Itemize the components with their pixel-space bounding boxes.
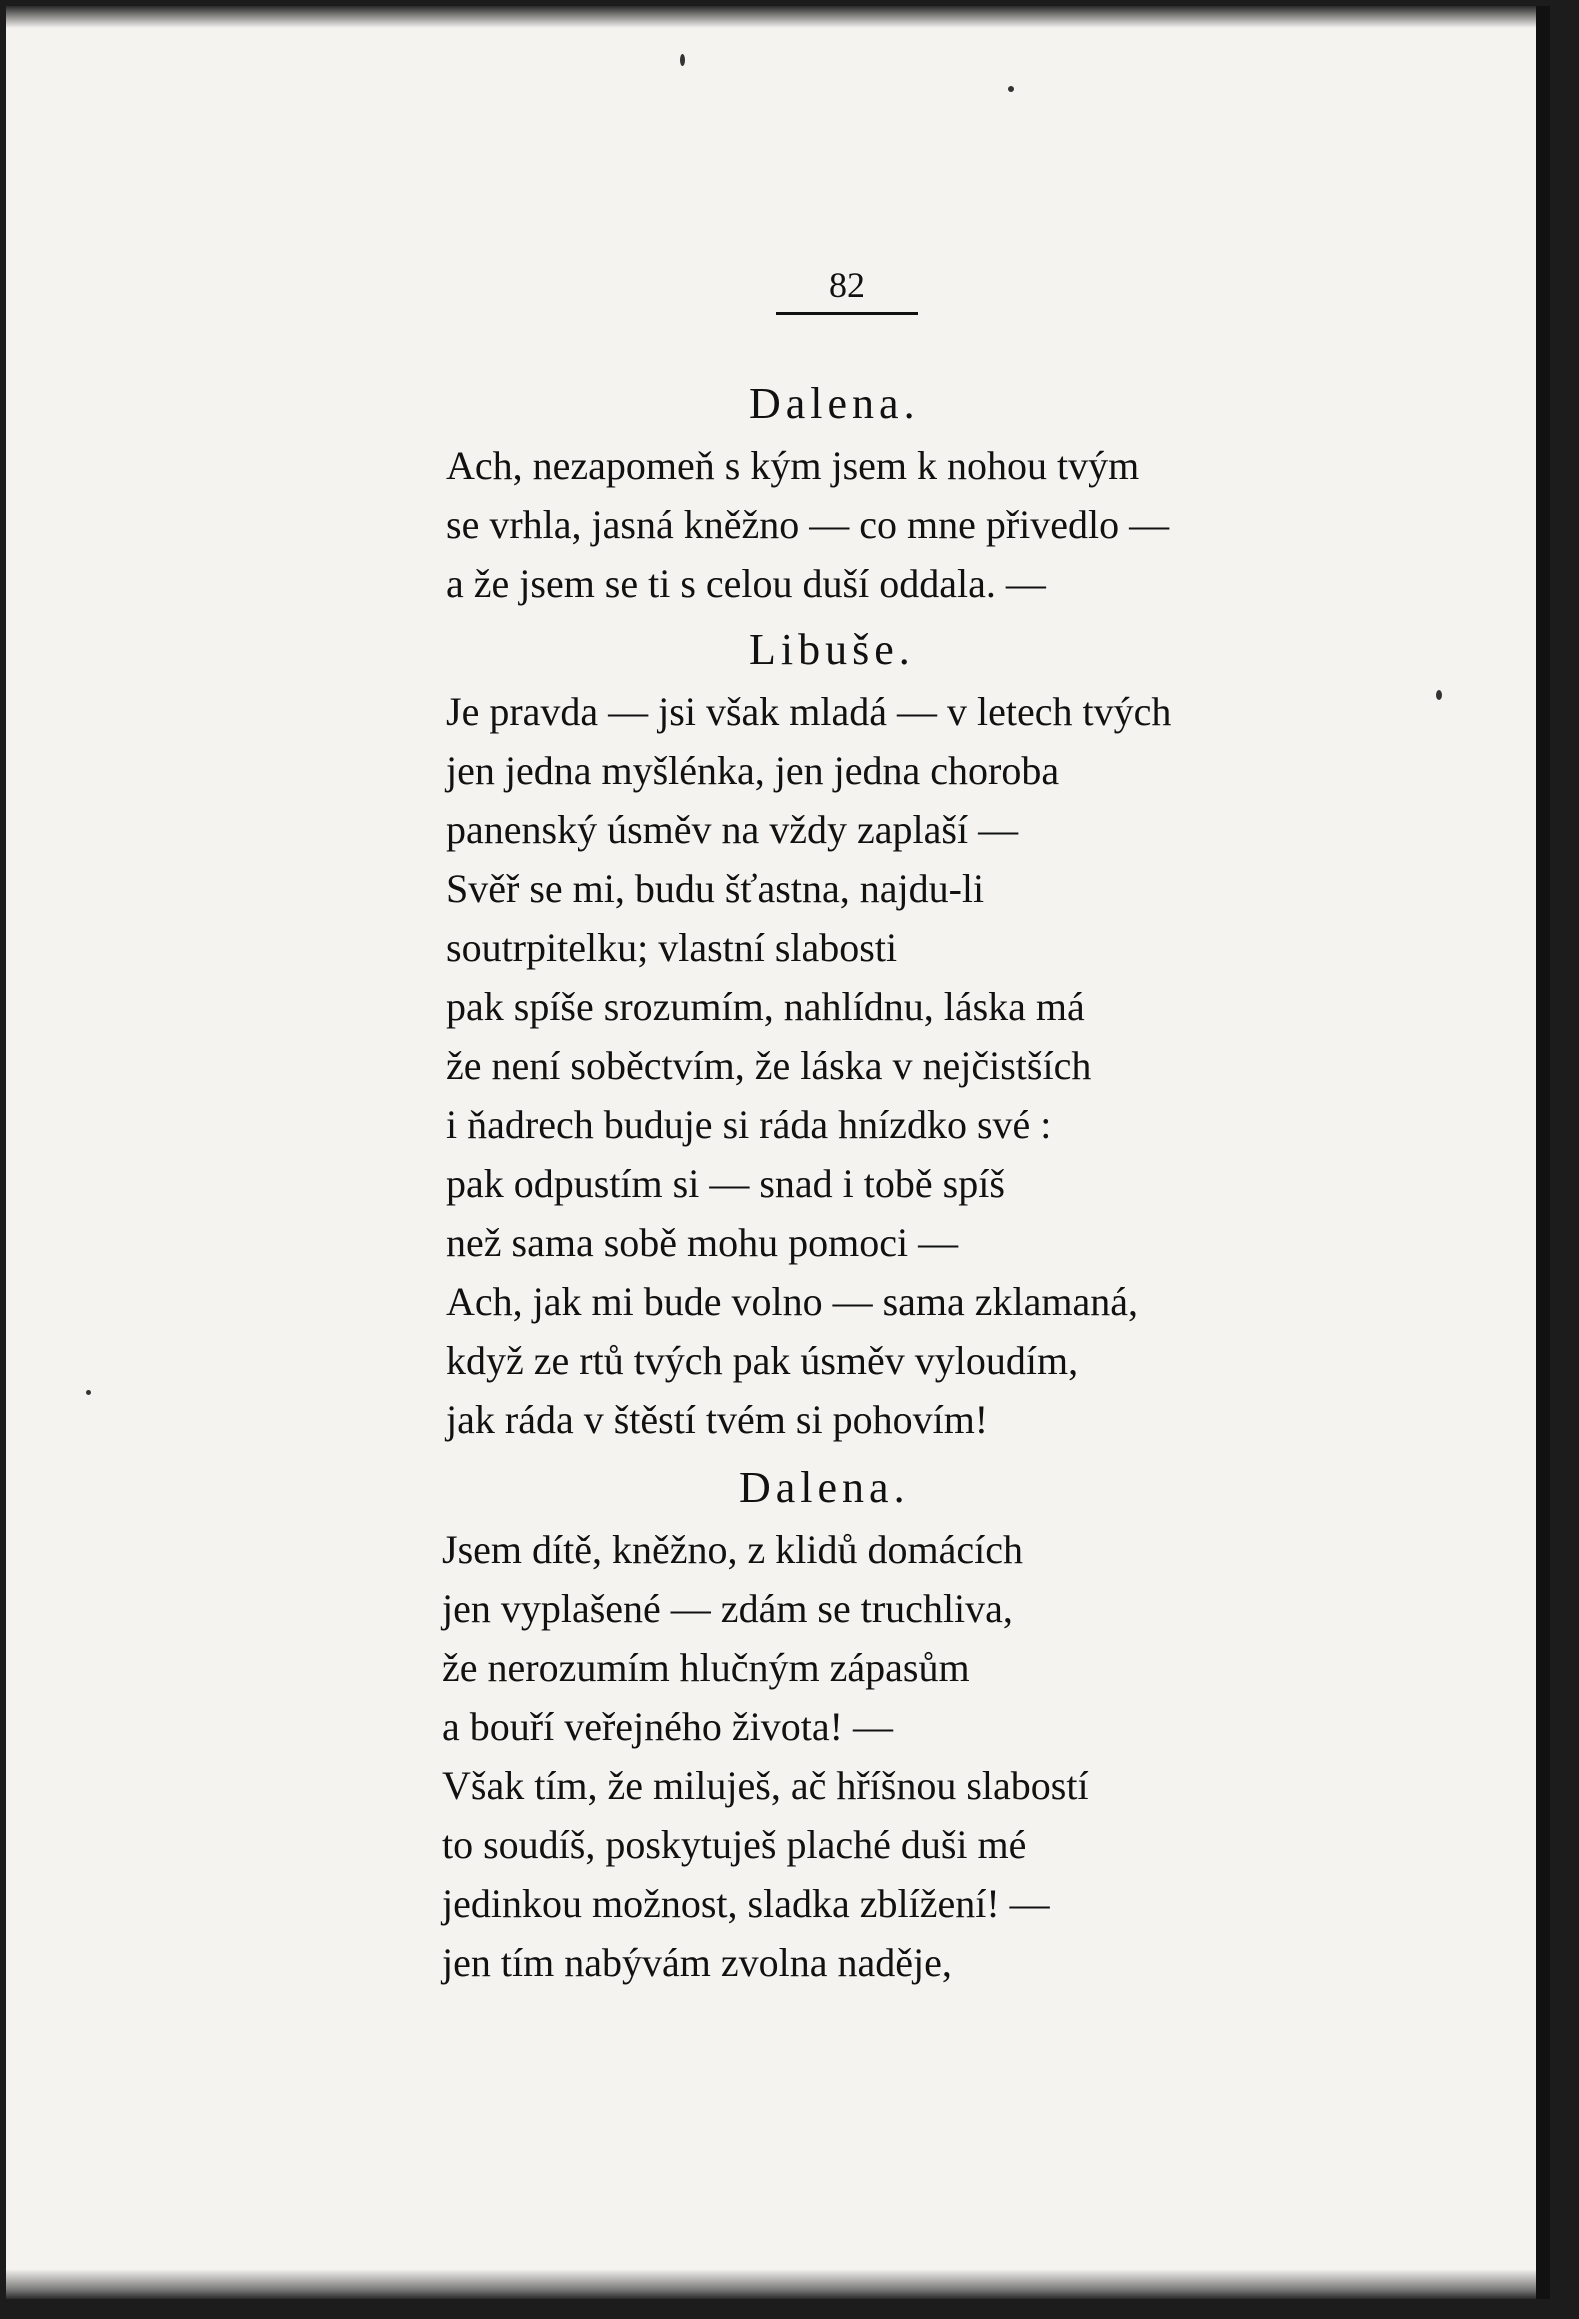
verse-line: a bouří veřejného života! — [442, 1704, 893, 1749]
verse-line: i ňadrech buduje si ráda hnízdko své : [446, 1102, 1052, 1147]
verse-line: pak odpustím si — snad i tobě spíš [446, 1161, 1005, 1206]
verse-line: že není soběctvím, že láska v nejčistších [446, 1043, 1092, 1088]
speaker-name: Dalena. [749, 379, 920, 428]
verse-line: Je pravda — jsi však mladá — v letech tvých [446, 689, 1172, 734]
verse-line: se vrhla, jasná kněžno — co mne přivedlo — [446, 502, 1170, 547]
verse-line: jen jedna myšlénka, jen jedna choroba [446, 748, 1060, 793]
verse-line: panenský úsměv na vždy zaplaší — [446, 807, 1019, 852]
speaker-name: Dalena. [739, 1463, 910, 1512]
verse-line: soutrpitelku; vlastní slabosti [446, 925, 898, 970]
ink-speck [86, 1390, 91, 1395]
verse-block [446, 436, 1169, 613]
verse-block [446, 682, 1171, 1449]
page-number-rule [776, 312, 918, 315]
scan-top-edge [6, 6, 1536, 28]
page-number: 82 [829, 265, 865, 305]
verse-line: jedinkou možnost, sladka zblížení! — [442, 1881, 1050, 1926]
verse-line: Svěř se mi, budu šťastna, najdu-li [446, 866, 985, 911]
ink-speck [680, 54, 685, 66]
ink-speck [1436, 690, 1442, 700]
verse-line: to soudíš, poskytuješ plaché duši mé [442, 1822, 1027, 1867]
verse-line: než sama sobě mohu pomoci — [446, 1220, 959, 1265]
scan-bottom-edge [6, 2269, 1536, 2299]
verse-line: Ach, nezapomeň s kým jsem k nohou tvým [446, 443, 1140, 488]
verse-line: jak ráda v štěstí tvém si pohovím! [446, 1397, 989, 1442]
verse-line: jen tím nabývám zvolna naděje, [442, 1940, 952, 1985]
verse-block [442, 1520, 1089, 1992]
verse-line: Však tím, že miluješ, ač hříšnou slabostí [442, 1763, 1089, 1808]
speaker-name: Libuše. [749, 625, 915, 674]
verse-line: jen vyplašené — zdám se truchliva, [442, 1586, 1013, 1631]
verse-line: Jsem dítě, kněžno, z klidů domácích [442, 1527, 1023, 1572]
verse-line: pak spíše srozumím, nahlídnu, láska má [446, 984, 1085, 1029]
verse-line: když ze rtů tvých pak úsměv vyloudím, [446, 1338, 1079, 1383]
verse-line: Ach, jak mi bude volno — sama zklamaná, [446, 1279, 1139, 1324]
ink-speck [1008, 86, 1014, 92]
verse-line: a že jsem se ti s celou duší oddala. — [446, 561, 1046, 606]
book-page [6, 6, 1550, 2299]
verse-line: že nerozumím hlučným zápasům [442, 1645, 970, 1690]
